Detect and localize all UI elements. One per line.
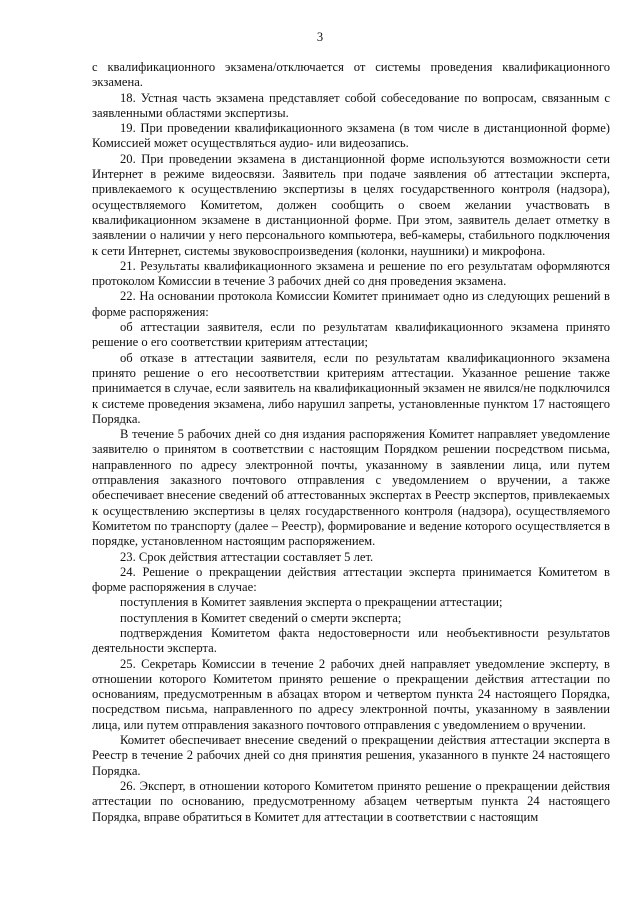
paragraph-item-22-notification: В течение 5 рабочих дней со дня издания распоряжения Комитет направляет уведомление заявителю о принятом в соответствии с настоящим Порядком решении посредством письма, направленного по адресу электронной почты, указанному в заявлении лица, или путем отправления заказного почтового отправления с уведомлением о вручении, а также обеспечивает внесение сведений об аттестованных экспертах в Реестр экспертов, привлекаемых к осуществлению экспертизы в целях государственного контроля (надзора), осуществляемого Комитетом по транспорту (далее – Реестр), формирование и ведение которого осуществляется в порядке, установленном настоящим распоряжением. (92, 427, 610, 549)
paragraph-item-22-option-1: об аттестации заявителя, если по результатам квалификационного экзамена принято решение о его соответствии критериям аттестации; (92, 320, 610, 350)
paragraph-item-22: 22. На основании протокола Комиссии Комитет принимает одно из следующих решений в форме распоряжения: (92, 289, 610, 319)
paragraph-item-25-registry: Комитет обеспечивает внесение сведений о прекращении действия аттестации эксперта в Реестр в течение 2 рабочих дней со дня принятия решения, указанного в пункте 24 настоящего Порядка. (92, 733, 610, 778)
document-body (92, 60, 610, 825)
paragraph-item-22-option-2: об отказе в аттестации заявителя, если по результатам квалификационного экзамена принято решение о его несоответствии критериям аттестации. Указанное решение также принимается в случае, если заявитель на квалификационный экзамен не явился/не подключился к системе проведения экзамена, либо нарушил запреты, установленные пунктом 17 настоящего Порядка. (92, 350, 610, 426)
paragraph-item-26: 26. Эксперт, в отношении которого Комитетом принято решение о прекращении действия аттестации по основанию, предусмотренному абзацем четвертым пункта 24 настоящего Порядка, вправе обратиться в Комитет для аттестации в соответствии с настоящим (92, 778, 610, 824)
paragraph-item-23: 23. Срок действия аттестации составляет 5 лет. (120, 549, 374, 564)
paragraph-item-24-case-1: поступления в Комитет заявления эксперта о прекращении аттестации; (120, 595, 503, 610)
paragraph-item-21: 21. Результаты квалификационного экзамена и решение по его результатам оформляются протоколом Комиссии в течение 3 рабочих дней со дня проведения экзамена. (92, 258, 610, 289)
paragraph-item-20: 20. При проведении экзамена в дистанционной форме используются возможности сети Интернет в режиме видеосвязи. Заявитель при подаче заявления об аттестации эксперта, привлекаемого к осуществлению экспертизы в целях государственного контроля (надзора), осуществляемого Комитетом, должен сообщить о своем желании участвовать в квалификационном экзамене в дистанционной форме. При этом, заявитель делает отметку в заявлении о наличии у него персонального компьютера, веб-камеры, стабильного подключения к сети Интернет, системы звуковоспроизведения (колонки, наушники) и микрофона. (92, 151, 610, 258)
paragraph-item-24-case-3: подтверждения Комитетом факта недостоверности или необъективности результатов деятельности эксперта. (92, 625, 610, 656)
paragraph-item-24-case-2: поступления в Комитет сведений о смерти эксперта; (120, 610, 402, 625)
paragraph-item-19: 19. При проведении квалификационного экзамена (в том числе в дистанционной форме) Комиссией может осуществляться аудио- или видеозапись. (92, 121, 610, 151)
paragraph-continuation: с квалификационного экзамена/отключается от системы проведения квалификационного экзамена. (92, 60, 610, 90)
page-number: 3 (316, 30, 324, 44)
paragraph-item-18: 18. Устная часть экзамена представляет собой собеседование по вопросам, связанным с заявленными областями экспертизы. (92, 90, 610, 120)
paragraph-item-24: 24. Решение о прекращении действия аттестации эксперта принимается Комитетом в форме распоряжения в случае: (92, 564, 610, 595)
paragraph-item-25: 25. Секретарь Комиссии в течение 2 рабочих дней направляет уведомление эксперту, в отношении которого Комитетом принято решение о прекращении действия аттестации по основаниям, предусмотренным в абзацах втором и четвертом пункта 24 настоящего Порядка, посредством письма, направленного по адресу электронной почты, указанному в заявлении лица, или путем отправления заказного почтового отправления с уведомлением о вручении. (92, 656, 610, 732)
